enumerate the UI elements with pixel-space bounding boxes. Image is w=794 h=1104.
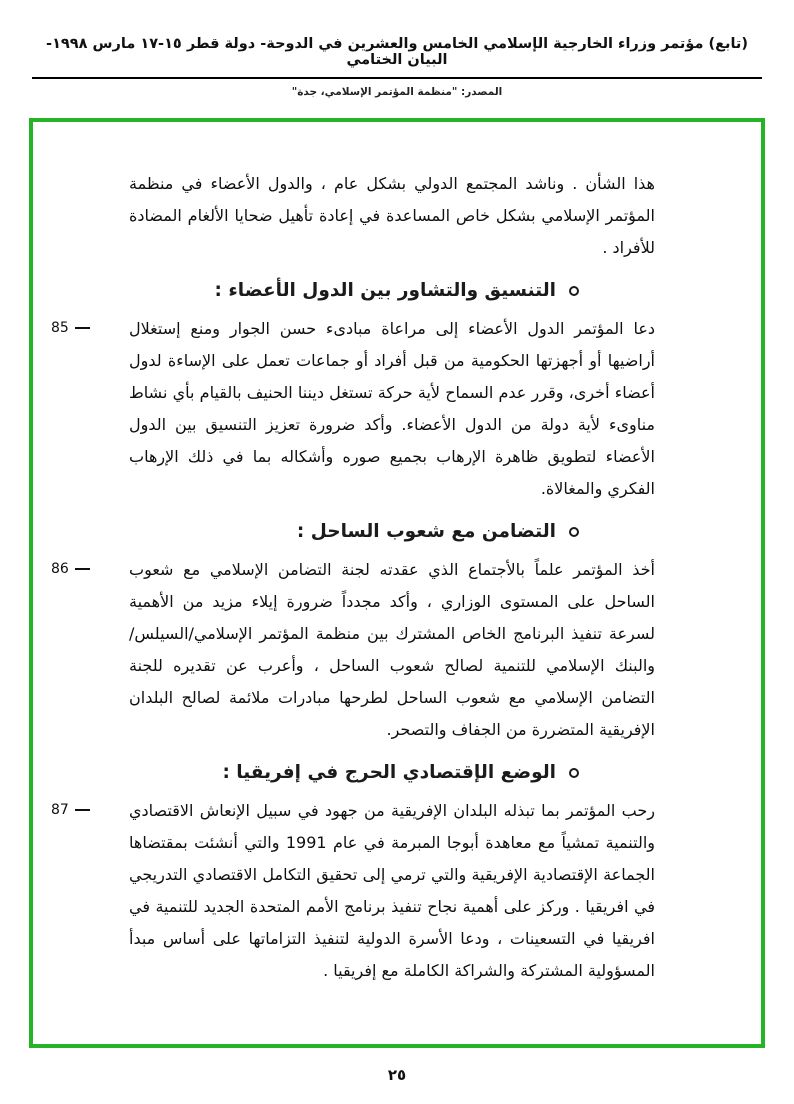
paragraph-number-value: 85 <box>51 320 69 336</box>
section-heading-text: التضامن مع شعوب الساحل : <box>296 521 556 542</box>
section-heading-coordination <box>129 280 655 301</box>
page-number: ٢٥ <box>387 1066 407 1084</box>
document-title: (تابع) مؤتمر وزراء الخارجية الإسلامي الخامس والعشرين في الدوحة- دولة قطر ١٥-١٧ مارس ١٩٩٨- البيان الختامي <box>32 36 762 79</box>
paragraph-number-value: 86 <box>51 561 69 577</box>
numbered-paragraph <box>51 554 655 746</box>
paragraph-number <box>51 320 90 336</box>
section-heading-africa-economy <box>129 762 655 783</box>
paragraph-number-value: 87 <box>51 802 69 818</box>
section-heading-text: التنسيق والتشاور بين الدول الأعضاء : <box>214 280 556 301</box>
paragraph-number <box>51 561 90 577</box>
intro-paragraph: هذا الشأن . وناشد المجتمع الدولي بشكل عام ، والدول الأعضاء في منظمة المؤتمر الإسلامي بشكل خاص المساعدة في إعادة تأهيل ضحايا الألغام المضادة للأفراد . <box>129 174 655 257</box>
document-source: المصدر: "منظمة المؤتمر الإسلامي، جدة" <box>291 86 503 98</box>
circle-bullet-icon <box>569 286 579 296</box>
paragraph-text: رحب المؤتمر بما تبذله البلدان الإفريقية من جهود في سبيل الإنعاش الاقتصادي والتنمية تمشياً مع معاهدة أبوجا المبرمة في عام 1991 والتي أنشئت بمقتضاها الجماعة الإقتصادية الإفريقية والتي ترمي إلى تحقيق التكامل الاقتصادي التدريجي في افريقيا . وركز على أهمية نجاح تنفيذ برنامج الأمم المتحدة الجديد للتنمية في افريقيا في التسعينات ، ودعا الأسرة الدولية لتنفيذ التزاماتها على أساس مبدأ المسؤولية المشتركة والشراكة الكاملة مع إفريقيا . <box>129 801 656 980</box>
circle-bullet-icon <box>569 768 579 778</box>
dash-icon <box>75 809 90 811</box>
dash-icon <box>75 568 90 570</box>
section-heading-sahel-solidarity <box>129 521 655 542</box>
numbered-paragraph <box>51 795 656 987</box>
paragraph-text: أخذ المؤتمر علماً بالأجتماع الذي عقدته لجنة التضامن الإسلامي مع شعوب الساحل على المستوى الوزاري ، وأكد مجدداً ضرورة إيلاء مزيد من الأهمية لسرعة تنفيذ البرنامج الخاص المشترك بين منظمة المؤتمر الإسلامي/السيلس/ والبنك الإسلامي للتنمية لصالح شعوب الساحل ، وأعرب عن تقديره للجنة التضامن الإسلامي مع شعوب الساحل لطرحها مبادرات ملائمة لصالح البلدان الإفريقية المتضررة من الجفاف والتصحر. <box>129 560 655 739</box>
section-heading-text: الوضع الإقتصادي الحرج في إفريقيا : <box>222 762 556 783</box>
document-header <box>32 36 762 98</box>
paragraph-number <box>51 802 90 818</box>
numbered-paragraph <box>51 313 655 505</box>
circle-bullet-icon <box>569 527 579 537</box>
dash-icon <box>75 327 90 329</box>
paragraph-text: دعا المؤتمر الدول الأعضاء إلى مراعاة مبادىء حسن الجوار ومنع إستغلال أراضيها أو أجهزتها الحكومية من قبل أفراد أو جماعات تعمل على الإساءة لدول أعضاء أخرى، وقرر عدم السماح لأية حركة تستغل ديننا الحنيف بالقيام بأي نشاط مناوىء لأية دولة من الدول الأعضاء. وأكد ضرورة تعزيز التنسيق بين الدول الأعضاء لتطويق ظاهرة الإرهاب بجميع صوره وأشكاله بما في ذلك الإرهاب الفكري والمغالاة. <box>129 319 655 498</box>
content-frame <box>29 118 765 1048</box>
